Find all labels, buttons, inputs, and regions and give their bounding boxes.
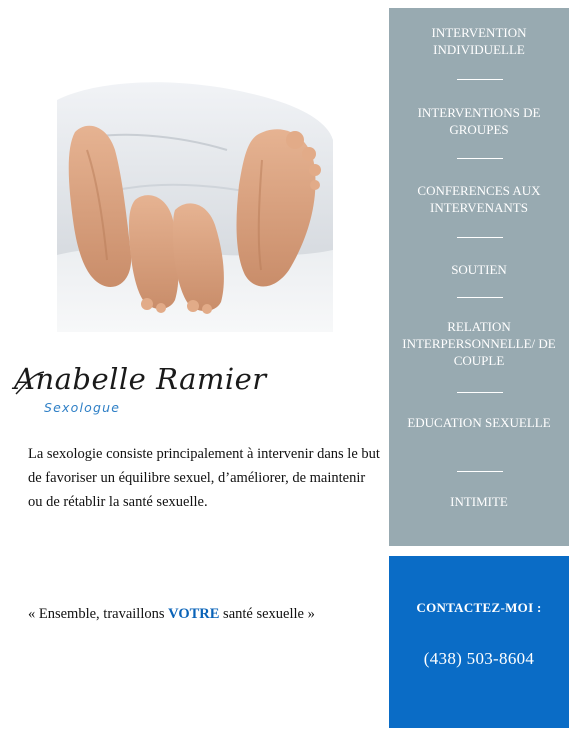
nav-separator xyxy=(457,297,503,298)
brand-subtitle: Sexologue xyxy=(44,400,121,415)
nav-separator xyxy=(457,79,503,80)
nav-separator xyxy=(457,237,503,238)
nav-item-conferences-aux-intervenants[interactable]: CONFERENCES AUX INTERVENANTS xyxy=(417,183,541,215)
nav-separator xyxy=(457,392,503,393)
nav-item-intimite[interactable]: INTIMITE xyxy=(450,494,508,509)
motto-emphasis: VOTRE xyxy=(168,606,220,622)
nav-item-relation-interpersonnelle[interactable]: RELATION INTERPERSONNELLE/ DE COUPLE xyxy=(402,319,556,368)
nav-item-soutien[interactable]: SOUTIEN xyxy=(451,262,507,277)
intro-paragraph: La sexologie consiste principalement à intervenir dans le but de favoriser un équilibre sexuel, d’améliorer, de maintenir ou de rétablir la santé sexuelle. xyxy=(28,446,380,510)
nav-item-education-sexuelle[interactable]: EDUCATION SEXUELLE xyxy=(407,415,551,430)
services-nav-panel xyxy=(389,8,569,546)
hero-photo-feet-under-duvet xyxy=(57,80,333,332)
motto-after: santé sexuelle » xyxy=(219,606,315,622)
brand-name: Anabelle Ramier xyxy=(14,362,267,396)
nav-item-interventions-de-groupes[interactable]: INTERVENTIONS DE GROUPES xyxy=(417,105,541,137)
nav-separator xyxy=(457,158,503,159)
motto-before: « Ensemble, travaillons xyxy=(28,606,169,622)
nav-item-intervention-individuelle[interactable]: INTERVENTION INDIVIDUELLE xyxy=(431,25,527,57)
nav-separator xyxy=(457,471,503,472)
brand-logo xyxy=(14,362,284,422)
contact-panel xyxy=(389,556,569,728)
contact-phone-link[interactable]: (438) 503-8604 xyxy=(423,649,535,668)
contact-title: CONTACTEZ-MOI : xyxy=(416,600,542,615)
motto xyxy=(28,602,380,626)
hero-photo-illustration xyxy=(57,80,333,332)
